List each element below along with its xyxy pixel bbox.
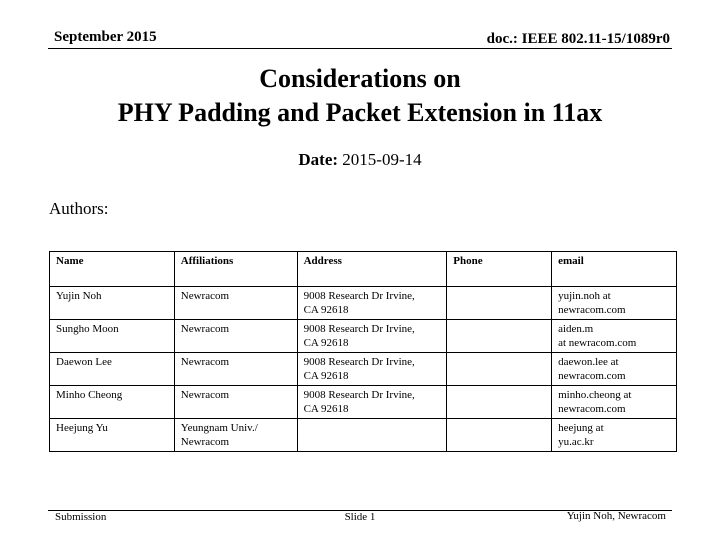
header-doc-id: doc.: IEEE 802.11-15/1089r0 — [486, 31, 670, 47]
email-line: yu.ac.kr — [558, 436, 594, 448]
cell-name: Minho Cheong — [50, 386, 175, 419]
cell-address — [297, 287, 447, 320]
table-row — [50, 386, 677, 419]
affiliation-line: Yeungnam Univ./ — [180, 422, 258, 434]
affiliation-line: Newracom — [180, 389, 230, 401]
table-row — [50, 419, 677, 452]
cell-phone — [447, 386, 552, 419]
address-line: CA 92618 — [303, 370, 349, 382]
cell-phone — [447, 419, 552, 452]
address-line: CA 92618 — [303, 403, 349, 415]
cell-email — [552, 287, 677, 320]
title-line-1: Considerations on — [259, 64, 461, 93]
address-line: CA 92618 — [303, 337, 349, 349]
footer-slide-number: Slide 1 — [344, 511, 376, 523]
title-line-2: PHY Padding and Packet Extension in 11ax — [117, 98, 603, 127]
email-line: newracom.com — [558, 304, 626, 316]
address-line: 9008 Research Dr Irvine, — [303, 389, 415, 401]
email-line: daewon.lee at — [558, 356, 619, 368]
affiliation-line: Newracom — [180, 323, 230, 335]
cell-email — [552, 353, 677, 386]
column-header-affiliations: Affiliations — [174, 252, 297, 287]
cell-address — [297, 353, 447, 386]
cell-phone — [447, 320, 552, 353]
email-line: newracom.com — [558, 403, 626, 415]
cell-address — [297, 419, 447, 452]
column-header-name: Name — [50, 252, 175, 287]
cell-name: Sungho Moon — [50, 320, 175, 353]
slide-title — [0, 62, 720, 130]
date-line — [0, 150, 720, 170]
footer-submission: Submission — [55, 511, 107, 523]
email-line: aiden.m — [558, 323, 594, 335]
table-row — [50, 287, 677, 320]
address-line: 9008 Research Dr Irvine, — [303, 356, 415, 368]
cell-phone — [447, 353, 552, 386]
table-row — [50, 320, 677, 353]
authors-table — [49, 251, 677, 452]
footer-author: Yujin Noh, Newracom — [566, 510, 666, 522]
cell-affiliation — [174, 386, 297, 419]
address-line: 9008 Research Dr Irvine, — [303, 290, 415, 302]
affiliation-line: Newracom — [180, 436, 230, 448]
cell-name: Yujin Noh — [50, 287, 175, 320]
table-row — [50, 353, 677, 386]
column-header-email: email — [552, 252, 677, 287]
cell-address — [297, 386, 447, 419]
table-header-row — [50, 252, 677, 287]
cell-address — [297, 320, 447, 353]
cell-name: Daewon Lee — [50, 353, 175, 386]
authors-label: Authors: — [49, 199, 109, 218]
date-label: Date: — [298, 150, 339, 169]
email-line: minho.cheong at — [558, 389, 632, 401]
column-header-address: Address — [297, 252, 447, 287]
header-date: September 2015 — [54, 29, 157, 45]
column-header-phone: Phone — [447, 252, 552, 287]
cell-affiliation — [174, 353, 297, 386]
affiliation-line: Newracom — [180, 290, 230, 302]
date-value: 2015-09-14 — [342, 150, 422, 169]
cell-email — [552, 386, 677, 419]
address-line: 9008 Research Dr Irvine, — [303, 323, 415, 335]
email-line: at newracom.com — [558, 337, 637, 349]
cell-name: Heejung Yu — [50, 419, 175, 452]
affiliation-line: Newracom — [180, 356, 230, 368]
cell-affiliation — [174, 419, 297, 452]
address-line: CA 92618 — [303, 304, 349, 316]
header-rule — [48, 48, 672, 49]
cell-affiliation — [174, 320, 297, 353]
email-line: heejung at — [558, 422, 604, 434]
email-line: newracom.com — [558, 370, 626, 382]
cell-email — [552, 320, 677, 353]
cell-phone — [447, 287, 552, 320]
cell-affiliation — [174, 287, 297, 320]
email-line: yujin.noh at — [558, 290, 611, 302]
cell-email — [552, 419, 677, 452]
